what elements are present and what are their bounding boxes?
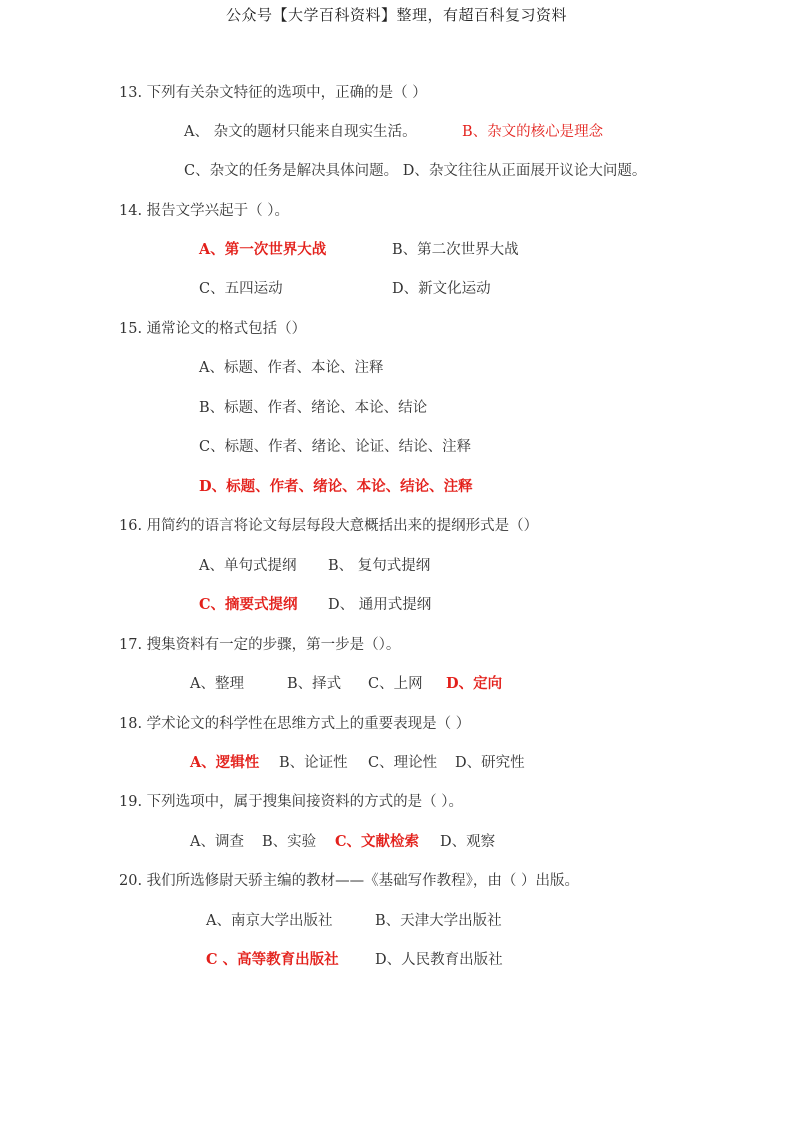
answer-option: D、人民教育出版社: [375, 952, 503, 968]
answer-option: B、第二次世界大战: [392, 242, 519, 258]
answer-option-correct: A、第一次世界大战: [199, 241, 327, 258]
question-stem: 15. 通常论文的格式包括（）: [119, 321, 307, 337]
answer-option: B、天津大学出版社: [375, 913, 502, 929]
answer-option: B、择式: [287, 676, 342, 692]
question-stem: 18. 学术论文的科学性在思维方式上的重要表现是（ ）: [119, 716, 471, 732]
question-stem: 19. 下列选项中，属于搜集间接资料的方式的是（ ）。: [119, 794, 464, 810]
answer-option: D、观察: [440, 834, 496, 850]
answer-option: C、理论性: [368, 755, 438, 771]
answer-option: C、杂文的任务是解决具体问题。 D、杂文往往从正面展开议论大问题。: [184, 163, 647, 179]
question-stem: 16. 用简约的语言将论文每层每段大意概括出来的提纲形式是（）: [119, 518, 539, 534]
answer-option: A、标题、作者、本论、注释: [199, 360, 384, 376]
answer-option: B、论证性: [279, 755, 348, 771]
question-stem: 20. 我们所选修尉天骄主编的教材——《基础写作教程》，由（ ）出版。: [119, 873, 580, 889]
answer-option: D、研究性: [455, 755, 525, 771]
answer-option-correct: D、定向: [446, 675, 503, 692]
answer-option: D、 通用式提纲: [328, 597, 432, 613]
question-stem: 17. 搜集资料有一定的步骤，第一步是（）。: [119, 637, 401, 653]
answer-option: A、南京大学出版社: [206, 913, 333, 929]
answer-option-correct: C、文献检索: [335, 833, 420, 850]
answer-option: C、上网: [368, 676, 423, 692]
answer-option: B、标题、作者、绪论、本论、结论: [199, 400, 428, 416]
answer-option: A、 杂文的题材只能来自现实生活。: [184, 124, 417, 140]
question-stem: 13. 下列有关杂文特征的选项中，正确的是（ ）: [119, 85, 427, 101]
page-header: 公众号【大学百科资料】整理，有超百科复习资料: [225, 6, 567, 24]
answer-option: A、调查: [190, 834, 244, 850]
answer-option: C、五四运动: [199, 281, 283, 297]
answer-option-correct: C、摘要式提纲: [199, 596, 298, 613]
answer-option: D、新文化运动: [392, 281, 491, 297]
answer-option: C、标题、作者、绪论、论证、结论、注释: [199, 439, 472, 455]
answer-option: B、 复句式提纲: [328, 558, 431, 574]
answer-option: B、实验: [262, 834, 317, 850]
answer-option: A、整理: [190, 676, 244, 692]
answer-option-correct: A、逻辑性: [190, 754, 260, 771]
answer-option: A、单句式提纲: [199, 558, 297, 574]
answer-option-correct: C 、高等教育出版社: [206, 951, 339, 968]
answer-option-correct: D、标题、作者、绪论、本论、结论、注释: [199, 478, 473, 495]
question-stem: 14. 报告文学兴起于（ ）。: [119, 203, 290, 219]
answer-option-correct: B、杂文的核心是理念: [462, 124, 604, 140]
